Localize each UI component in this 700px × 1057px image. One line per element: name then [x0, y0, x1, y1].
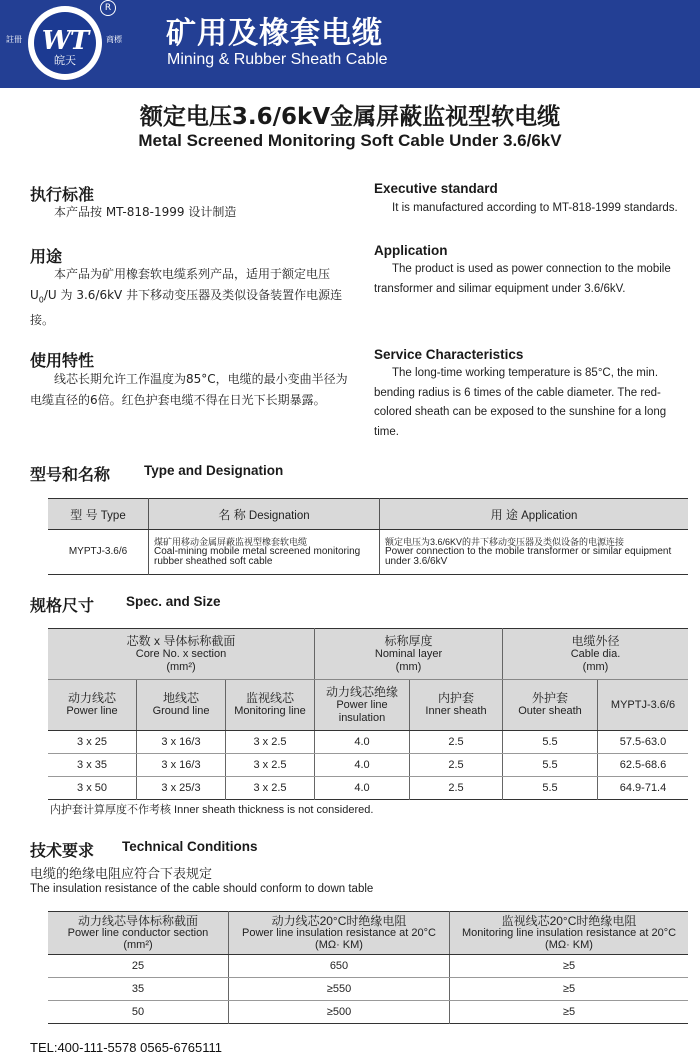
cell: 3 x 2.5 [226, 754, 315, 777]
monitoring-resistance-col-header: 监视线芯20°C时绝缘电阻 Monitoring line insulation resistance at 20°C (MΩ· KM) [450, 912, 689, 955]
col-inner-sheath: 内护套 Inner sheath [410, 680, 503, 731]
service-text-en: The long-time working temperature is 85°C, the min. bending radius is 6 times of the cable diameter. The red-colored sheath can be exposed to the sunshine for a long time. [374, 367, 667, 438]
power-resistance-col-header: 动力线芯20°C时绝缘电阻 Power line insulation resistance at 20°C (MΩ· KM) [229, 912, 450, 955]
logo-name: 皖天 [54, 54, 76, 67]
header-title-cn: 矿用及橡套电缆 [166, 16, 383, 51]
designation-col-header: 名 称 Designation [149, 499, 380, 530]
cell: 2.5 [410, 754, 503, 777]
cell: ≥500 [229, 1001, 450, 1024]
cell: 3 x 2.5 [226, 777, 315, 800]
type-heading-cn: 型号和名称 [30, 465, 111, 484]
cell: 4.0 [315, 731, 410, 754]
cell: ≥5 [450, 978, 689, 1001]
application-heading-cn: 用途 [30, 247, 63, 266]
cell: 2.5 [410, 777, 503, 800]
type-cell: MYPTJ-3.6/6 [48, 530, 149, 575]
service-heading-cn: 使用特性 [30, 351, 95, 370]
cell: 5.5 [503, 754, 598, 777]
application-cell: 额定电压为3.6/6KV的井下移动变压器及类似设备的电源连接 Power connection to the mobile transformer or similar equipment under 3.6/6kV [385, 537, 672, 567]
application-heading-en: Application [374, 243, 448, 258]
col-monitoring-line: 监视线芯 Monitoring line [226, 680, 315, 731]
cell: 25 [48, 955, 229, 978]
table-header-row [48, 680, 688, 731]
cell: ≥550 [229, 978, 450, 1001]
table-row [48, 731, 688, 754]
cell: 50 [48, 1001, 229, 1024]
standard-heading-en: Executive standard [374, 181, 498, 196]
cell: ≥5 [450, 955, 689, 978]
standard-text-en: It is manufactured according to MT-818-1999 standards. [392, 202, 678, 214]
cell: 3 x 35 [48, 754, 137, 777]
core-group-header: 芯数 x 导体标称截面 Core No. x section (mm²) [48, 629, 315, 680]
application-text-cn: 本产品为矿用橡套软电缆系列产品，适用于额定电压 $U_0/U$ 为 3.6/6kV 井下移动变压器及类似设备装置作电源连接。 [30, 267, 343, 328]
application-col-header: 用 途 Application [380, 499, 689, 530]
thickness-group-header: 标称厚度 Nominal layer (mm) [315, 629, 503, 680]
designation-cell: 煤矿用移动金属屏蔽监视型橡套软电缆 Coal-mining mobile metal screened monitoring rubber sheathed soft cable [149, 530, 380, 575]
table-row [48, 955, 688, 978]
type-table [48, 498, 688, 575]
cell: ≥5 [562, 1006, 576, 1018]
logo-left-mark: 註冊 [6, 35, 22, 44]
tech-text-en: The insulation resistance of the cable should conform to down table [30, 883, 374, 895]
cell: 35 [48, 978, 229, 1001]
table-row [48, 1001, 688, 1024]
table-header-row [48, 912, 688, 955]
type-col-header: 型 号 Type [48, 499, 149, 530]
header-title-en: Mining & Rubber Sheath Cable [167, 51, 388, 68]
application-text-en: The product is used as power connection to the mobile transformer and silimar equipment under 3.6/6kV. [374, 263, 671, 295]
spec-table [48, 628, 688, 800]
page-title-cn: 额定电压3.6/6kV金属屏蔽监视型软电缆 [139, 104, 561, 130]
table-row [48, 530, 688, 575]
cell: 5.5 [503, 777, 598, 800]
cell: 4.0 [315, 777, 410, 800]
cell: 3 x 2.5 [226, 731, 315, 754]
table-row [48, 754, 688, 777]
table-header-row [48, 629, 688, 680]
spec-note: 内护套计算厚度不作考核 Inner sheath thickness is not considered. [50, 804, 374, 816]
cell: 3 x 16/3 [137, 731, 226, 754]
footer-tel: TEL:400-111-5578 0565-6765111 [30, 1040, 223, 1055]
type-heading-en: Type and Designation [144, 463, 284, 478]
cell: 2.5 [410, 731, 503, 754]
tech-text-cn: 电缆的绝缘电阻应符合下表规定 [30, 867, 213, 882]
tech-heading-en: Technical Conditions [122, 839, 258, 854]
col-outer-sheath: 外护套 Outer sheath [503, 680, 598, 731]
section-col-header: 动力线芯导体标称截面 Power line conductor section (mm²) [48, 912, 229, 955]
cell: 650 [229, 955, 450, 978]
cell: 3 x 50 [48, 777, 137, 800]
resistance-table [48, 911, 688, 1024]
cell: 5.5 [503, 731, 598, 754]
table-row [48, 978, 688, 1001]
col-cable-dia: MYPTJ-3.6/6 [598, 680, 689, 731]
spec-heading-cn: 规格尺寸 [30, 596, 95, 615]
spec-heading-en: Spec. and Size [126, 594, 221, 609]
page-title-en: Metal Screened Monitoring Soft Cable Under 3.6/6kV [138, 131, 562, 150]
cell: 4.0 [315, 754, 410, 777]
tech-heading-cn: 技术要求 [30, 841, 95, 860]
cell: 57.5-63.0 [598, 731, 689, 754]
standard-heading-cn: 执行标准 [30, 185, 95, 204]
col-ground-line: 地线芯 Ground line [137, 680, 226, 731]
registered-icon: R [100, 0, 116, 16]
cell: 3 x 25 [48, 731, 137, 754]
logo-text: WT [41, 26, 89, 56]
cell: 64.9-71.4 [619, 781, 667, 794]
cell: 3 x 25/3 [137, 777, 226, 800]
cell: 62.5-68.6 [598, 754, 689, 777]
diameter-group-header: 电缆外径 Cable dia. (mm) [503, 629, 689, 680]
logo-right-mark: 商標 [106, 35, 122, 44]
cell: 3 x 16/3 [137, 754, 226, 777]
table-header-row [48, 499, 688, 530]
standard-text-cn: 本产品按 MT-818-1999 设计制造 [54, 205, 237, 219]
col-power-line: 动力线芯 Power line [48, 680, 137, 731]
service-text-cn: 线芯长期允许工作温度为85°C，电缆的最小变曲半径为电缆直径的6倍。红色护套电缆不得在日光下长期暴露。 [30, 372, 348, 407]
service-heading-en: Service Characteristics [374, 347, 524, 362]
col-insulation: 动力线芯绝缘 Power line insulation [315, 680, 410, 731]
table-row [48, 777, 688, 800]
